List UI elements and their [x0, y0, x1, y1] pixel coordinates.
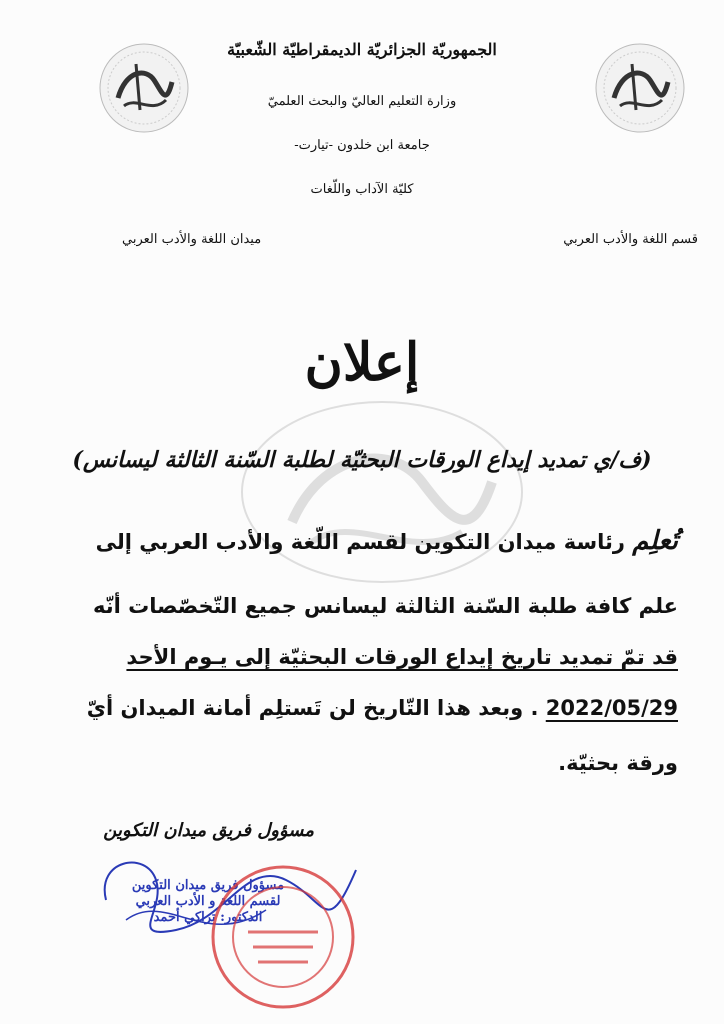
body-line-1 [96, 526, 678, 556]
body-line-2: علم كافة طلبة السّنة الثالثة ليسانس جميع التّخصّصات أنّه [92, 594, 678, 618]
university-line: جامعة ابن خلدون -تيارت- [294, 138, 430, 153]
body-line-5: ورقة بحثيّة. [558, 751, 678, 775]
body-text: . وبعد هذا التّاريخ لن تَستلِم أمانة الميدان أيّ [86, 696, 546, 720]
faculty-line: كليّة الآداب واللّغات [310, 182, 414, 197]
stamp-line: الدكتور: تراكي أحمد [153, 910, 263, 925]
body-text: رئاسة ميدان التكوين لقسم اللّغة والأدب العربي إلى [95, 530, 633, 554]
red-stamp-icon [208, 862, 358, 1012]
announcement-subtitle: (ف/ي تمديد إيداع الورقات البحثيّة لطلبة السّنة الثالثة ليسانس) [72, 447, 652, 473]
department-label: قسم اللغة والأدب العربي [563, 232, 698, 247]
stamp-line: مسؤول فريق ميدان التكوين [131, 878, 285, 893]
republic-heading: الجمهوريّة الجزائريّة الديمقراطيّة الشّعبيّة [227, 40, 497, 59]
watermark-icon [232, 392, 532, 592]
ministry-line: وزارة التعليم العاليّ والبحث العلميّ [267, 94, 457, 109]
body-line-3: قد تمّ تمديد تاريخ إيداع الورقات البحثيّة إلى يـوم الأحد [126, 645, 678, 669]
announcement-title: إعلان [304, 332, 420, 393]
lead-word: تُعلِم [632, 526, 678, 556]
stamp-line: لقسم اللغة و الأدب العربي [135, 894, 281, 909]
signatory-title: مسؤول فريق ميدان التكوين [103, 820, 314, 841]
field-label: ميدان اللغة والأدب العربي [122, 232, 262, 247]
deadline-date: 2022/05/29 [545, 696, 678, 720]
body-line-4 [87, 696, 678, 720]
